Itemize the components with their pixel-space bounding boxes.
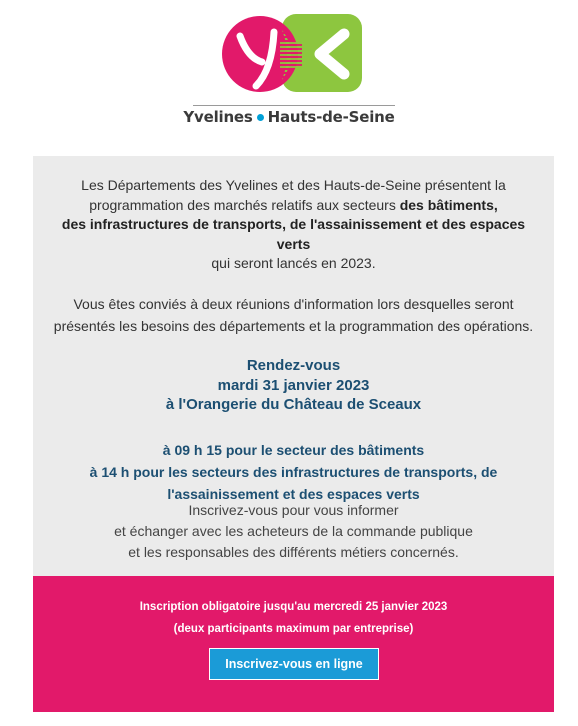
rendezvous-block <box>33 356 554 415</box>
registration-band <box>33 576 554 712</box>
rendezvous-location: à l'Orangerie du Château de Sceaux <box>165 396 422 413</box>
intro-line: Les Départements des Yvelines et des Hauts-de-Seine présentent la <box>81 177 506 193</box>
registration-deadline: Inscription obligatoire jusqu'au mercredi 25 janvier 2023 <box>139 601 448 613</box>
session-afternoon-cont: l'assainissement et des espaces verts <box>167 486 420 502</box>
logo-divider <box>193 105 395 106</box>
brand-name <box>0 108 578 126</box>
invitation-line: Vous êtes conviés à deux réunions d'information lors desquelles seront <box>73 296 514 312</box>
email-header <box>0 0 578 150</box>
intro-line: qui seront lancés en 2023. <box>211 255 376 271</box>
register-online-button[interactable]: Inscrivez-vous en ligne <box>209 648 379 680</box>
yvelines-hauts-de-seine-logo <box>222 12 364 98</box>
brand-hauts-de-seine: Hauts-de-Seine <box>267 108 395 126</box>
invitation-paragraph <box>33 293 554 337</box>
registration-notice <box>33 596 554 640</box>
intro-emphasis: des bâtiments, <box>399 196 498 213</box>
intro-line <box>33 235 554 255</box>
register-paragraph <box>33 500 554 563</box>
sessions-block <box>33 439 554 505</box>
rendezvous-title: Rendez-vous <box>246 357 341 374</box>
brand-separator-dot <box>257 114 264 121</box>
intro-line <box>33 215 554 235</box>
invitation-line: présentés les besoins des départements et la programmation des opérations. <box>53 318 534 334</box>
register-line: et échanger avec les acheteurs de la commande publique <box>114 523 473 539</box>
registration-limit: (deux participants maximum par entreprise) <box>173 623 414 635</box>
brand-yvelines: Yvelines <box>183 108 253 126</box>
intro-line: programmation des marchés relatifs aux secteurs des bâtiments, <box>89 196 498 213</box>
intro-paragraph <box>33 176 554 274</box>
register-line: et les responsables des différents métiers concernés. <box>128 544 459 560</box>
rendezvous-date: mardi 31 janvier 2023 <box>217 376 370 394</box>
intro-emphasis: verts <box>276 235 311 252</box>
session-morning: à 09 h 15 pour le secteur des bâtiments <box>162 442 425 458</box>
session-afternoon: à 14 h pour les secteurs des infrastructures de transports, de <box>89 464 498 480</box>
intro-emphasis: des infrastructures de transports, de l'assainissement et des espaces <box>61 216 526 232</box>
register-line: Inscrivez-vous pour vous informer <box>188 502 399 518</box>
invitation-panel <box>33 156 554 576</box>
